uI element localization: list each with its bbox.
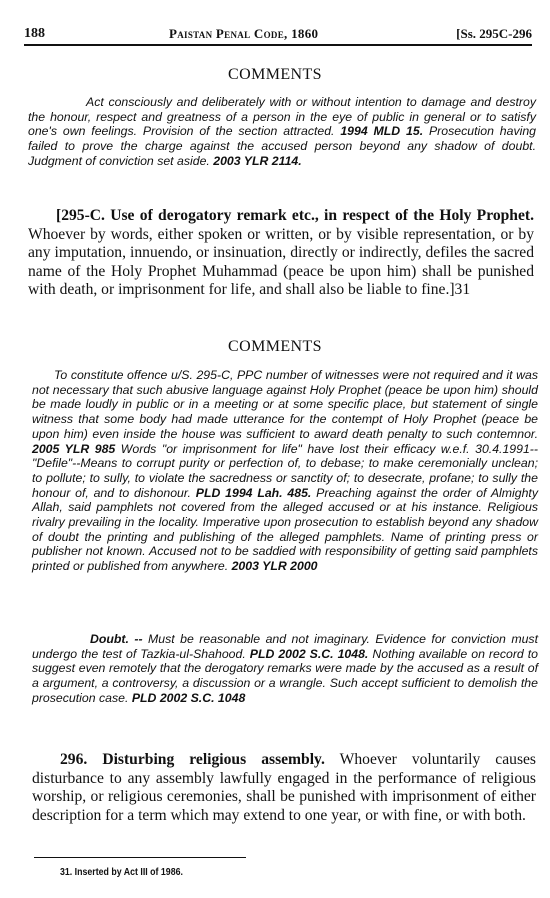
section-296-heading: 296. Disturbing religious assembly.: [60, 751, 325, 768]
comment-paragraph-3: [32, 632, 538, 706]
section-295c-heading: [295-C. Use of derogatory remark etc., in respect of the Holy Prophet.: [56, 207, 534, 224]
running-header: [24, 22, 532, 46]
comment-3-lead: Doubt. --: [90, 632, 143, 646]
header-title: Paistan Penal Code, 1860: [169, 26, 319, 41]
comment-3-text-a: Must be reasonable and not imaginary. Evidence for conviction must undergo the test of Tazkia-ul-Shahood.: [32, 632, 538, 661]
comment-1-citation-a: 1994 MLD 15.: [340, 124, 424, 139]
comment-1-text-a: Act consciously and deliberately with or without intention to damage and destroy the honour, respect and greatness of a person in the eye of public in general or to satisfy one's own feelings. Provision of the section attracted.: [28, 95, 536, 139]
comment-2-text-a: To constitute offence u/S. 295-C, PPC number of witnesses were not required and it was not necessary that such abusive language against Holy Prophet (peace be upon him) should be made loudly in public or in a meeting or at some specific place, but statement of single witness that some body had made utterance for the contempt of Holy Prophet (peace be upon him) even inside the house was sufficient to award death penalty to such contemnor.: [32, 368, 538, 441]
comment-2-text-b: Words "or imprisonment for life" have lost their efficacy w.e.f. 30.4.1991--"Defile"--Means to corrupt purity or perfection of, to debase; to make ceremonially unclean; to pollute; to sully, to violate the sacredness or sanctity of; to desecrate, profane; to sully the honour of, and to dishonour.: [32, 441, 538, 500]
comment-3-citation-b: PLD 2002 S.C. 1048: [131, 690, 246, 705]
footnote-divider: [34, 857, 246, 858]
section-295c-paragraph: [28, 207, 534, 300]
comments-heading-1: COMMENTS: [228, 66, 322, 83]
section-295c-body: Whoever by words, either spoken or written, or by visible representation, or by any imputation, innuendo, or insinuation, directly or indirectly, defiles the sacred name of the Holy Prophet Muhammad (peace be upon him) shall be punished with death, or imprisonment for life, and shall also be liable to fine.]31: [28, 225, 534, 299]
section-296-paragraph: [32, 751, 536, 825]
comments-heading-2: COMMENTS: [228, 338, 322, 355]
footnote: 31. Inserted by Act III of 1986.: [60, 867, 183, 878]
page-number: 188: [24, 26, 45, 41]
section-296-body: Whoever voluntarily causes disturbance to any assembly lawfully engaged in the performance of religious worship, or religious ceremonies, shall be punished with imprisonment of either description for a term which may extend to one year, or with fine, or with both.: [32, 751, 536, 824]
comment-3-citation-a: PLD 2002 S.C. 1048.: [249, 646, 369, 661]
comment-2-citation-b: PLD 1994 Lah. 485.: [195, 485, 312, 500]
header-section-range: [Ss. 295C-296: [456, 26, 532, 41]
comment-paragraph-2: [32, 368, 538, 574]
comment-3-text-b: Nothing available on record to suggest even remotely that the derogatory remarks were made by the accused as a result of a argument, a controversy, a discussion or a wrangle. Such accept sufficient to demolish the prosecution case.: [32, 646, 539, 705]
comment-2-citation-c: 2003 YLR 2000: [231, 559, 318, 574]
comment-2-text-c: Preaching against the order of Almighty Allah, said pamphlets not covered from the alleged accused or at his instance. Religious rivalry prevailing in the locality. Imperative upon prosecution to establish beyond any shadow of doubt the printing and publishing of the alleged pamphlets. Name of printing press or publisher not known. Accused not to be saddied with responsibility of getting said pamphlets printed or published from anywhere.: [32, 485, 538, 574]
comment-1-citation-b: 2003 YLR 2114.: [213, 153, 302, 168]
comment-paragraph-1: [28, 95, 536, 169]
comment-2-citation-a: 2005 YLR 985: [32, 441, 116, 456]
comment-1-text-b: Prosecution having failed to prove the charge against the accused person beyond any shadow of doubt. Judgment of conviction set aside.: [28, 124, 536, 168]
